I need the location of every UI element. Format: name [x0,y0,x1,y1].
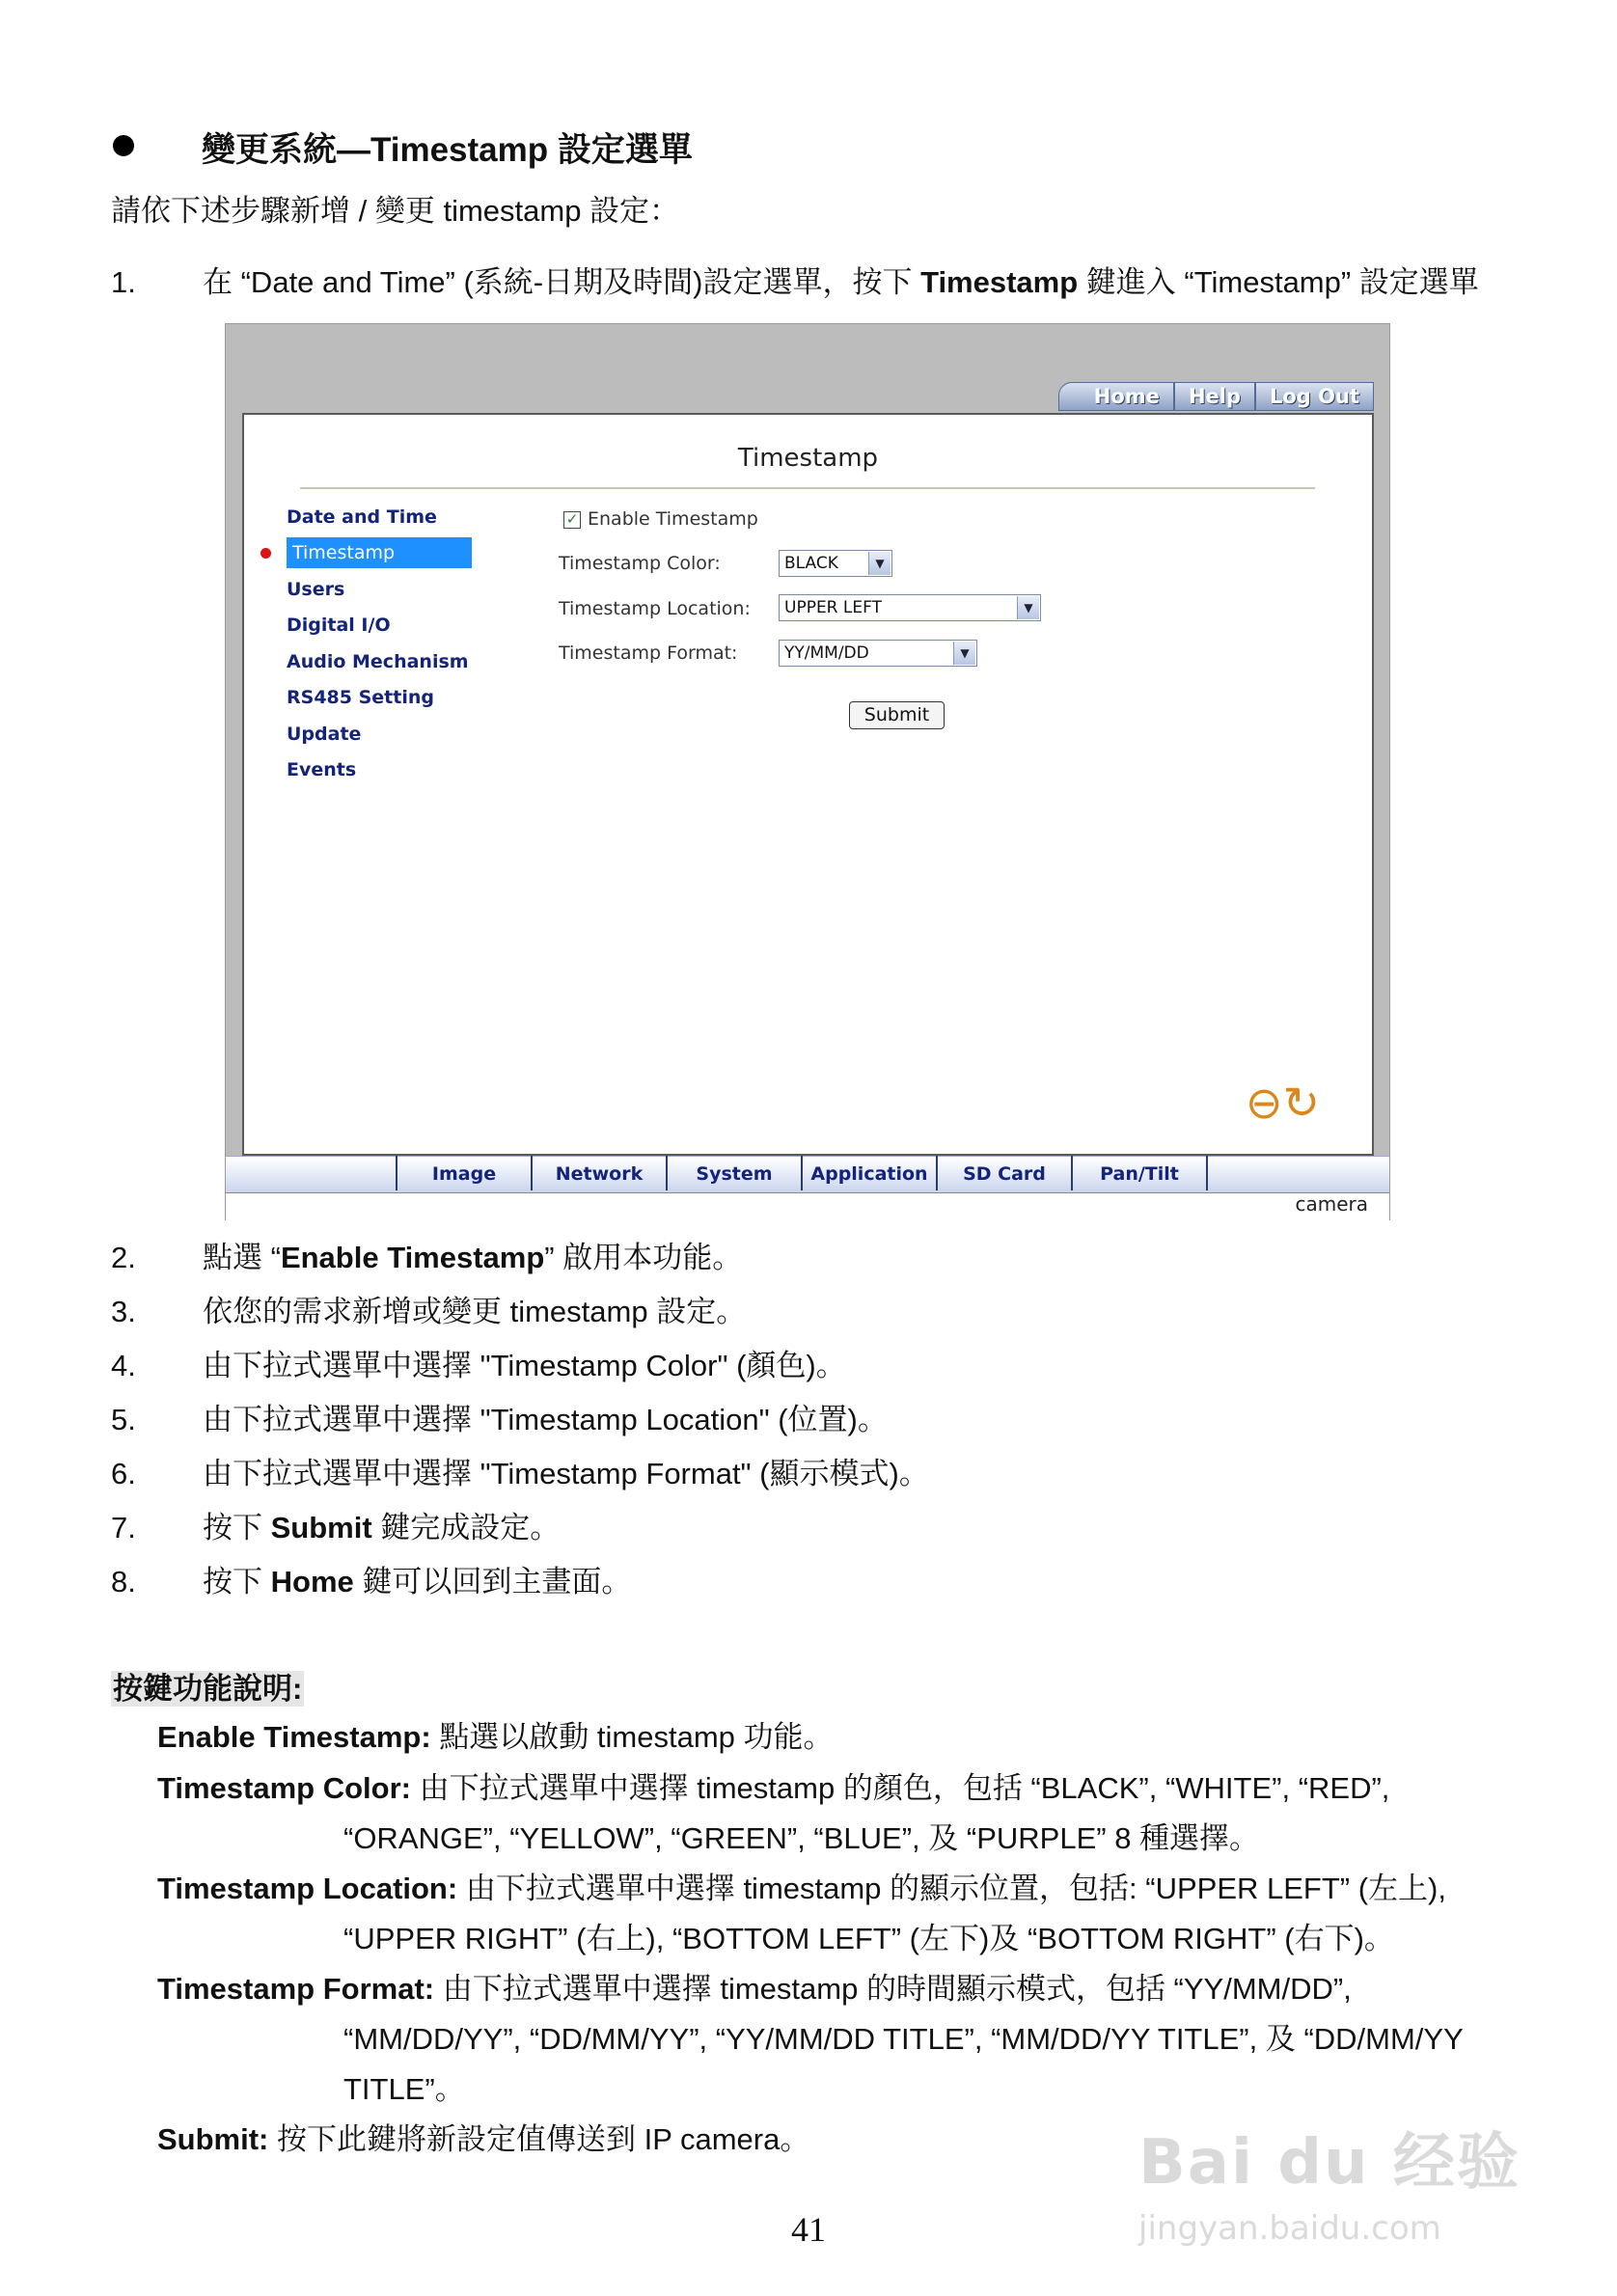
bullet-icon [113,135,134,156]
step-text: 在 “Date and Time” (系統-日期及時間)設定選單，按下 Timestamp 鍵進入 “Timestamp” 設定選單 [203,265,1479,299]
step-number: 8. [111,1565,136,1599]
back-arrow-icon[interactable]: ⊖ [1245,1077,1283,1129]
refresh-icon[interactable]: ↻ [1282,1077,1320,1129]
tab-network[interactable]: Network [531,1156,668,1190]
timestamp-location-label: Timestamp Location: [559,598,751,619]
legend-continuation: TITLE”。 [343,2072,465,2106]
timestamp-screenshot [225,323,1390,1220]
legend-item: Enable Timestamp: 點選以啟動 timestamp 功能。 [157,1720,834,1754]
sidebar-item-rs485-setting[interactable]: RS485 Setting [287,687,434,708]
step-text: 由下拉式選單中選擇 "Timestamp Location" (位置)。 [203,1403,888,1436]
step-text: 按下 Home 鍵可以回到主畫面。 [203,1565,632,1599]
home-link[interactable]: Home [1058,382,1174,411]
step-number: 7. [111,1511,136,1544]
timestamp-location-select[interactable]: UPPER LEFT ▼ [779,594,1041,621]
legend-continuation: “MM/DD/YY”, “DD/MM/YY”, “YY/MM/DD TITLE”, “MM/DD/YY TITLE”, 及 “DD/MM/YY [343,2022,1464,2056]
step-number: 6. [111,1457,136,1490]
chevron-down-icon: ▼ [1017,596,1039,619]
timestamp-format-label: Timestamp Format: [559,642,738,664]
step-number: 1. [111,265,136,299]
tab-application[interactable]: Application [801,1156,938,1190]
sidebar-item-date-and-time[interactable]: Date and Time [287,506,437,528]
bottom-tabs [397,1156,1208,1190]
watermark-url: jingyan.baidu.com [1138,2209,1441,2248]
help-link[interactable]: Help [1174,382,1255,411]
timestamp-format-select[interactable]: YY/MM/DD ▼ [779,640,977,667]
intro-text: 請依下述步驟新增 / 變更 timestamp 設定： [111,194,680,228]
page-title: Timestamp [737,444,879,473]
tab-system[interactable]: System [666,1156,803,1190]
sidebar-item-events[interactable]: Events [287,759,357,780]
sidebar-item-update[interactable]: Update [287,724,362,745]
chevron-down-icon: ▼ [868,552,891,575]
legend-item: Timestamp Format: 由下拉式選單中選擇 timestamp 的時間顯示模式，包括 “YY/MM/DD”, [157,1972,1352,2006]
sidebar-item-audio-mechanism[interactable]: Audio Mechanism [287,651,469,672]
legend-continuation: “UPPER RIGHT” (右上), “BOTTOM LEFT” (左下)及 “BOTTOM RIGHT” (右下)。 [343,1922,1394,1955]
logout-link[interactable]: Log Out [1255,382,1374,411]
tab-image[interactable]: Image [396,1156,533,1190]
legend-item: Submit: 按下此鍵將新設定值傳送到 IP camera。 [157,2122,810,2156]
enable-timestamp-label: Enable Timestamp [588,508,758,530]
step-number: 2. [111,1241,136,1274]
section-heading: 變更系統—Timestamp 設定選單 [202,131,693,169]
enable-timestamp-checkbox[interactable]: ✓ [563,511,581,529]
chevron-down-icon: ▼ [953,642,975,665]
brand-label: camera [1295,1192,1368,1216]
step-number: 3. [111,1295,136,1328]
active-marker-icon [260,548,271,559]
timestamp-color-label: Timestamp Color: [559,553,721,574]
legend-continuation: “ORANGE”, “YELLOW”, “GREEN”, “BLUE”, 及 “PURPLE” 8 種選擇。 [343,1821,1260,1855]
sidebar-item-digital-io[interactable]: Digital I/O [287,615,391,636]
tab-pan-tilt[interactable]: Pan/Tilt [1071,1156,1208,1190]
step-number: 4. [111,1349,136,1382]
title-divider [300,487,1315,489]
legend-title: 按鍵功能說明: [113,1672,303,1706]
submit-button[interactable]: Submit [849,701,945,729]
sidebar-item-users[interactable]: Users [287,579,345,600]
step-number: 5. [111,1403,136,1436]
step-text: 由下拉式選單中選擇 "Timestamp Color" (顏色)。 [203,1349,846,1382]
page-number: 41 [791,2210,826,2249]
watermark-logo-text: Bai du 经验 [1138,2127,1521,2199]
step-text: 點選 “Enable Timestamp” 啟用本功能。 [203,1241,743,1274]
tab-sd-card[interactable]: SD Card [936,1156,1073,1190]
nav-icons [1245,1077,1320,1129]
timestamp-color-select[interactable]: BLACK ▼ [779,550,892,577]
settings-panel [242,413,1374,1156]
legend-item: Timestamp Location: 由下拉式選單中選擇 timestamp 的顯示位置，包括: “UPPER LEFT” (左上), [157,1872,1446,1905]
step-text: 由下拉式選單中選擇 "Timestamp Format" (顯示模式)。 [203,1457,929,1490]
step-text: 依您的需求新增或變更 timestamp 設定。 [203,1295,747,1328]
top-links [1058,382,1374,411]
sidebar-item-timestamp[interactable]: Timestamp [287,537,472,568]
legend-item: Timestamp Color: 由下拉式選單中選擇 timestamp 的顏色，包括 “BLACK”, “WHITE”, “RED”, [157,1771,1390,1805]
brand-bar [226,1192,1389,1220]
step-text: 按下 Submit 鍵完成設定。 [203,1511,561,1544]
